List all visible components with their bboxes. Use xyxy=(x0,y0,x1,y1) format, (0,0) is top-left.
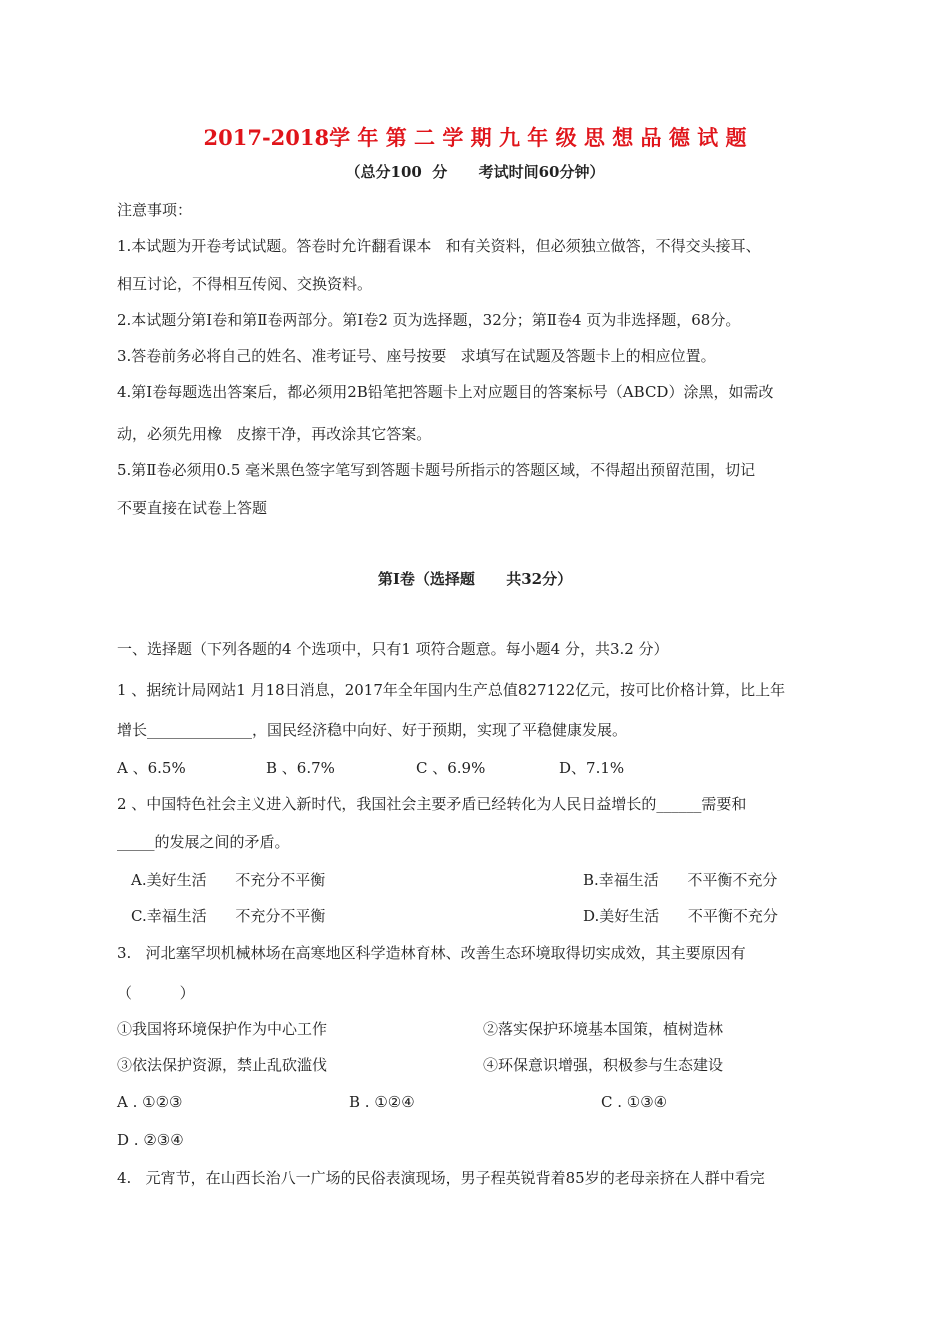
note-line: 4.第Ⅰ卷每题选出答案后，都必须用2B铅笔把答题卡上对应题目的答案标号（ABCD）涂黑，如需改 xyxy=(117,383,774,401)
question-1-option-b: B 、6.7% xyxy=(266,759,335,777)
question-2-text: _____的发展之间的矛盾。 xyxy=(117,833,290,851)
question-1-text: 增长______________，国民经济稳中向好、好于预期，实现了平稳健康发展。 xyxy=(117,721,628,739)
question-2-option-d: D.美好生活 不平衡不充分 xyxy=(583,907,778,925)
section-heading: 第Ⅰ卷（选择题 共32分） xyxy=(377,570,573,588)
question-3-option-a: A . ①②③ xyxy=(117,1093,183,1111)
note-line: 相互讨论，不得相互传阅、交换资料。 xyxy=(117,275,373,293)
question-3-answer-blank: （ ） xyxy=(117,984,195,1002)
note-line: 不要直接在试卷上答题 xyxy=(117,499,268,517)
question-3-option-b: B . ①②④ xyxy=(349,1093,415,1111)
question-2-option-c: C.幸福生活 不充分不平衡 xyxy=(131,907,326,925)
question-3-text: 3. 河北塞罕坝机械林场在高寒地区科学造林育林、改善生态环境取得切实成效，其主要原因有 xyxy=(117,944,746,962)
exam-subtitle: （总分100 分 考试时间60分钟） xyxy=(345,163,605,181)
note-line: 2.本试题分第Ⅰ卷和第Ⅱ卷两部分。第Ⅰ卷2 页为选择题，32分；第Ⅱ卷4 页为非选择题，68分。 xyxy=(117,311,741,329)
question-3-statement: ③依法保护资源，禁止乱砍滥伐 xyxy=(117,1056,328,1074)
question-3-statement: ①我国将环境保护作为中心工作 xyxy=(117,1020,328,1038)
question-1-option-c: C 、6.9% xyxy=(416,759,486,777)
question-3-statement: ②落实保护环境基本国策，植树造林 xyxy=(483,1020,724,1038)
question-1-option-d: D、7.1% xyxy=(559,759,625,777)
question-2-text: 2 、中国特色社会主义进入新时代，我国社会主要矛盾已经转化为人民日益增长的______需要和 xyxy=(117,795,747,813)
question-1-text: 1 、据统计局网站1 月18日消息，2017年全年国内生产总值827122亿元，按可比价格计算，比上年 xyxy=(117,681,786,699)
note-line: 1.本试题为开卷考试试题。答卷时允许翻看课本 和有关资料，但必须独立做答，不得交头接耳、 xyxy=(117,237,761,255)
question-4-text: 4. 元宵节，在山西长治八一广场的民俗表演现场，男子程英锐背着85岁的老母亲挤在人群中看完 xyxy=(117,1169,765,1187)
note-line: 5.第Ⅱ卷必须用0.5 毫米黑色签字笔写到答题卡题号所指示的答题区域，不得超出预留范围，切记 xyxy=(117,461,756,479)
section-instruction: 一、选择题（下列各题的4 个选项中，只有1 项符合题意。每小题4 分，共3.2 分） xyxy=(117,640,669,658)
question-3-option-d: D . ②③④ xyxy=(117,1131,184,1149)
question-3-option-c: C . ①③④ xyxy=(601,1093,668,1111)
note-line: 动，必须先用橡 皮擦干净，再改涂其它答案。 xyxy=(117,425,432,443)
question-2-option-a: A.美好生活 不充分不平衡 xyxy=(131,871,326,889)
question-2-option-b: B.幸福生活 不平衡不充分 xyxy=(583,871,778,889)
notes-heading: 注意事项： xyxy=(117,201,193,219)
question-1-option-a: A 、6.5% xyxy=(117,759,186,777)
question-3-statement: ④环保意识增强，积极参与生态建设 xyxy=(483,1056,724,1074)
note-line: 3.答卷前务必将自己的姓名、准考证号、座号按要 求填写在试题及答题卡上的相应位置。 xyxy=(117,347,716,365)
exam-title: 2017-2018学 年 第 二 学 期 九 年 级 思 想 品 德 试 题 xyxy=(203,125,747,150)
